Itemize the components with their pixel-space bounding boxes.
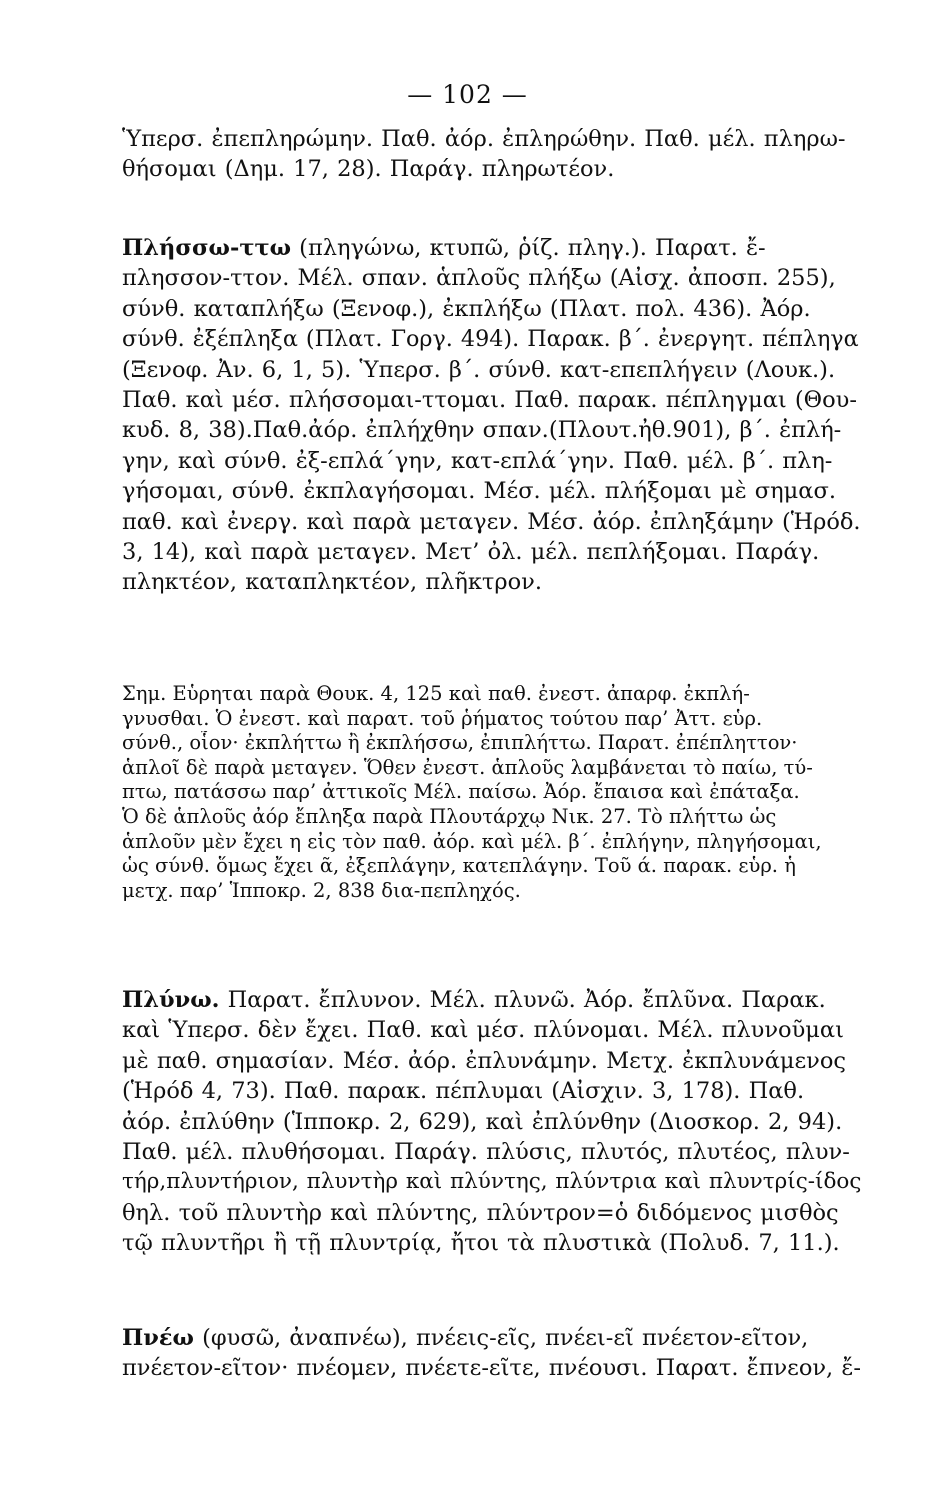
note-line: γνυσθαι. Ὁ ἐνεστ. καὶ παρατ. τοῦ ῥήματος τούτου παρ’ Ἀττ. εὑρ. (122, 706, 763, 730)
text-line: σύνθ. καταπλήξω (Ξενοφ.), ἐκπλήξω (Πλατ. πολ. 436). Ἀόρ. (122, 295, 811, 322)
headword-line-rest: Παρατ. ἔπλυνον. Μέλ. πλυνῶ. Ἀόρ. ἔπλῦνα. Παρακ. (219, 987, 826, 1013)
text-line: τῷ πλυντῆρι ἢ τῇ πλυντρίᾳ, ἤτοι τὰ πλυστικὰ (Πολυδ. 7, 11.). (122, 1230, 840, 1257)
text-line: ἀόρ. ἐπλύθην (Ἱπποκρ. 2, 629), καὶ ἐπλύνθην (Διοσκορ. 2, 94). (122, 1108, 843, 1135)
text-line: (Ξενοφ. Ἀν. 6, 1, 5). Ὑπερσ. β΄. σύνθ. κατ-επεπλήγειν (Λουκ.). (122, 356, 836, 383)
text-line: σύνθ. ἐξέπληξα (Πλατ. Γοργ. 494). Παρακ. β΄. ἐνεργητ. πέπληγα (122, 326, 859, 353)
text-line (122, 1323, 864, 1353)
text-line: πληκτέον, καταπληκτέον, πλῆκτρον. (122, 569, 542, 596)
text-line: γήσομαι, σύνθ. ἐκπλαγήσομαι. Μέσ. μέλ. πλήξομαι μὲ σημασ. (122, 478, 836, 505)
entry-plesso-paragraph (122, 233, 864, 598)
note-line: Ὁ δὲ ἁπλοῦς ἀόρ ἔπληξα παρὰ Πλουτάρχῳ Νικ. 27. Τὸ πλήττω ὡς (122, 804, 777, 828)
entry-continuation-paragraph (122, 124, 864, 185)
entry-headword: Πνέω (122, 1325, 194, 1351)
headword-line-rest: (πληγώνω, κτυπῶ, ῥίζ. πληγ.). Παρατ. ἔ- (291, 235, 766, 261)
text-line (122, 985, 864, 1015)
text-line: Παθ. καὶ μέσ. πλήσσομαι-ττομαι. Παθ. παρακ. πέπληγμαι (Θου- (122, 386, 857, 413)
text-line: καὶ Ὑπερσ. δὲν ἔχει. Παθ. καὶ μέσ. πλύνομαι. Μέλ. πλυνοῦμαι (122, 1017, 844, 1044)
text-line: τήρ,πλυντήριον, πλυντὴρ καὶ πλύντης, πλύντρια καὶ πλυντρίς-ίδος (122, 1169, 862, 1195)
text-line: παθ. καὶ ἐνεργ. καὶ παρὰ μεταγεν. Μέσ. ἀόρ. ἐπληξάμην (Ἡρόδ. (122, 508, 861, 535)
note-line: μετχ. παρ’ Ἱπποκρ. 2, 838 δια-πεπληχός. (122, 878, 521, 902)
entry-pneo-paragraph (122, 1323, 864, 1384)
note-line: σύνθ., οἷον· ἐκπλήττω ἢ ἐκπλήσσω, ἐπιπλήττω. Παρατ. ἐπέπληττον· (122, 731, 798, 755)
text-line: γην, καὶ σύνθ. ἐξ-επλά΄γην, κατ-επλά΄γην. Παθ. μέλ. β΄. πλη- (122, 447, 833, 474)
page-number: — 102 — (407, 80, 528, 109)
text-line: 3, 14), καὶ παρὰ μεταγεν. Μετ’ ὀλ. μέλ. πεπλήξομαι. Παράγ. (122, 538, 820, 565)
text-line: Ὑπερσ. ἐπεπληρώμην. Παθ. ἀόρ. ἐπληρώθην. Παθ. μέλ. πληρω- (122, 126, 846, 152)
text-line: κυδ. 8, 38).Παθ.ἀόρ. ἐπλήχθην σπαν.(Πλουτ.ἠθ.901), β΄. ἐπλή- (122, 417, 842, 444)
text-line: μὲ παθ. σημασίαν. Μέσ. ἀόρ. ἐπλυνάμην. Μετχ. ἐκπλυνάμενος (122, 1047, 847, 1074)
text-line: (Ἡρόδ 4, 73). Παθ. παρακ. πέπλυμαι (Αἰσχιν. 3, 178). Παθ. (122, 1078, 805, 1105)
text-line: Παθ. μέλ. πλυθήσομαι. Παράγ. πλύσις, πλυτός, πλυτέος, πλυν- (122, 1138, 850, 1165)
entry-plyno-paragraph (122, 985, 864, 1259)
note-line: ὡς σύνθ. ὅμως ἔχει ᾶ, ἐξεπλάγην, κατεπλάγην. Τοῦ ά. παρακ. εὑρ. ἡ (122, 854, 796, 878)
entry-headword: Πλήσσω-ττω (122, 235, 292, 261)
entry-plesso-note (122, 682, 864, 903)
note-line: πτω, πατάσσω παρ’ ἀττικοῖς Μέλ. παίσω. Ἀόρ. ἔπαισα καὶ ἐπάταξα. (122, 780, 800, 804)
headword-line-rest: (φυσῶ, ἀναπνέω), πνέεις-εῖς, πνέει-εῖ πνέετον-εῖτον, (193, 1325, 809, 1351)
text-line: θήσομαι (Δημ. 17, 28). Παράγ. πληρωτέον. (122, 156, 615, 183)
note-line: ἁπλοῖ δὲ παρὰ μεταγεν. Ὅθεν ἐνεστ. ἁπλοῦς λαμβάνεται τὸ παίω, τύ- (122, 755, 813, 779)
text-line: θηλ. τοῦ πλυντὴρ καὶ πλύντης, πλύντρον=ὁ διδόμενος μισθὸς (122, 1199, 839, 1226)
text-line: πλησσον-ττον. Μέλ. σπαν. ἁπλοῦς πλήξω (Αἰσχ. ἀποσπ. 255), (122, 265, 836, 292)
entry-headword: Πλύνω. (122, 987, 220, 1013)
text-line: πνέετον-εῖτον· πνέομεν, πνέετε-εῖτε, πνέουσι. Παρατ. ἔπνεον, ἔ- (122, 1355, 862, 1382)
note-line: Σημ. Εὑρηται παρὰ Θουκ. 4, 125 καὶ παθ. ἐνεστ. ἀπαρφ. ἐκπλή- (122, 682, 750, 705)
note-line: ἁπλοῦν μὲν ἔχει η εἰς τὸν παθ. ἀόρ. καὶ μέλ. β΄. ἐπλήγην, πληγήσομαι, (122, 829, 822, 853)
text-line (122, 233, 864, 263)
